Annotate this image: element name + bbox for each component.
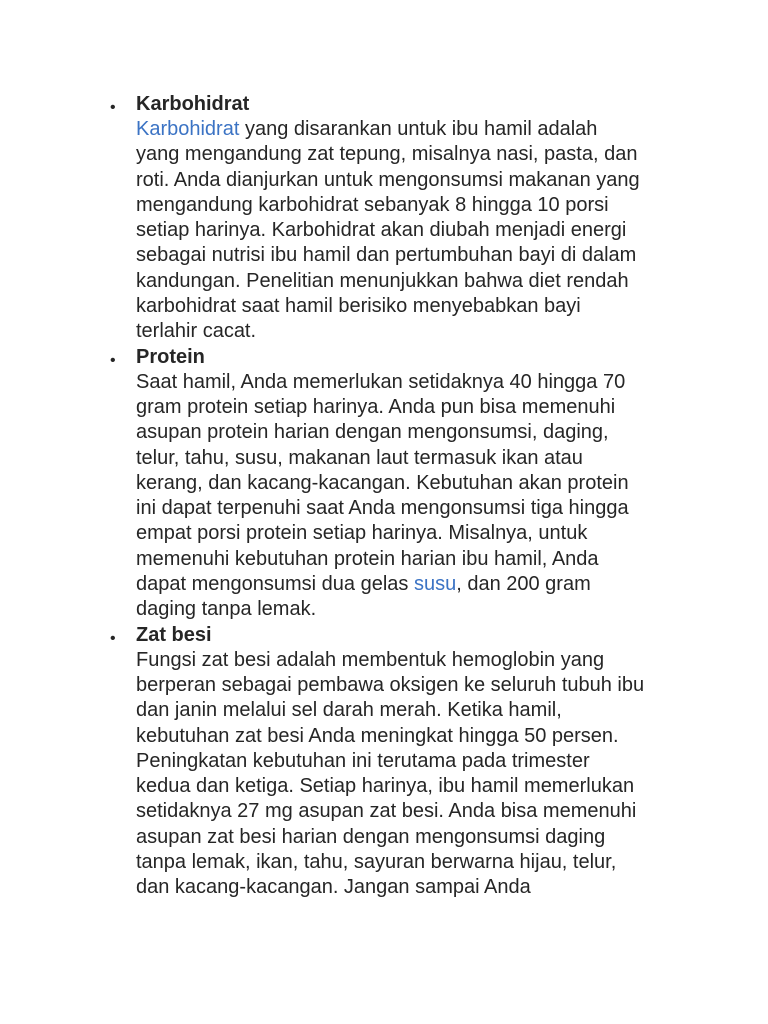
text-line: yang mengandung zat tepung, misalnya nasi, pasta, dan	[136, 143, 638, 166]
bullet-icon: •	[110, 629, 116, 647]
section-body-karbohidrat	[136, 117, 676, 345]
text-line: asupan protein harian dengan mengonsumsi, daging,	[136, 421, 609, 444]
link-susu[interactable]: susu	[413, 573, 457, 596]
list-item-protein	[0, 345, 676, 623]
text-line: Peningkatan kebutuhan ini terutama pada trimester	[136, 749, 590, 772]
section-heading-zat-besi: Zat besi	[136, 623, 212, 646]
text-line: memenuhi kebutuhan protein harian ibu hamil, Anda	[136, 547, 599, 570]
text-line: kandungan. Penelitian menunjukkan bahwa diet rendah	[136, 269, 629, 292]
text-line: asupan zat besi harian dengan mengonsumsi daging	[136, 825, 606, 848]
text-line: setiap harinya. Karbohidrat akan diubah menjadi energi	[136, 219, 627, 242]
bullet-icon: •	[110, 351, 116, 369]
bullet-icon: •	[110, 99, 116, 116]
text-line: berperan sebagai pembawa oksigen ke seluruh tubuh ibu	[136, 673, 645, 696]
section-heading-protein: Protein	[136, 345, 205, 368]
text-line: kerang, dan kacang-kacangan. Kebutuhan akan protein	[136, 471, 629, 494]
text-line: karbohidrat saat hamil berisiko menyebabkan bayi	[136, 295, 581, 318]
text-line: dan janin melalui sel darah merah. Ketika hamil,	[136, 699, 562, 722]
text-line: mengandung karbohidrat sebanyak 8 hingga 10 porsi	[136, 193, 609, 216]
nutrient-list	[0, 92, 768, 901]
text-line: gram protein setiap harinya. Anda pun bisa memenuhi	[136, 395, 616, 418]
text-line: tanpa lemak, ikan, tahu, sayuran berwarna hijau, telur,	[136, 851, 617, 874]
text-line: ini dapat terpenuhi saat Anda mengonsumsi tiga hingga	[136, 497, 629, 520]
text-line: Saat hamil, Anda memerlukan setidaknya 40 hingga 70	[136, 370, 626, 393]
text-line: kedua dan ketiga. Setiap harinya, ibu hamil memerlukan	[136, 775, 635, 798]
text-line: telur, tahu, susu, makanan laut termasuk ikan atau	[136, 446, 583, 469]
link-karbohidrat[interactable]: Karbohidrat	[136, 118, 240, 140]
text-line: dan kacang-kacangan. Jangan sampai Anda	[136, 876, 531, 899]
section-body-zat-besi	[136, 648, 676, 901]
text-line: setidaknya 27 mg asupan zat besi. Anda bisa memenuhi	[136, 800, 637, 823]
text-line: terlahir cacat.	[136, 320, 257, 343]
text-line: kebutuhan zat besi Anda meningkat hingga 50 persen.	[136, 724, 619, 747]
list-item-zat-besi	[0, 623, 676, 901]
text-line: , dan 200 gram	[456, 573, 591, 596]
text-line: roti. Anda dianjurkan untuk mengonsumsi makanan yang	[136, 168, 640, 191]
text-line: daging tanpa lemak.	[136, 598, 317, 621]
section-body-protein	[136, 370, 676, 623]
text-line: Fungsi zat besi adalah membentuk hemoglobin yang	[136, 648, 605, 671]
text-line: dapat mengonsumsi dua gelas	[136, 573, 414, 596]
list-item-karbohidrat	[0, 92, 676, 345]
section-heading-karbohidrat: Karbohidrat	[136, 93, 250, 115]
text-line: yang disarankan untuk ibu hamil adalah	[239, 118, 598, 140]
text-line: empat porsi protein setiap harinya. Misalnya, untuk	[136, 522, 588, 545]
text-line: sebagai nutrisi ibu hamil dan pertumbuhan bayi di dalam	[136, 244, 637, 267]
